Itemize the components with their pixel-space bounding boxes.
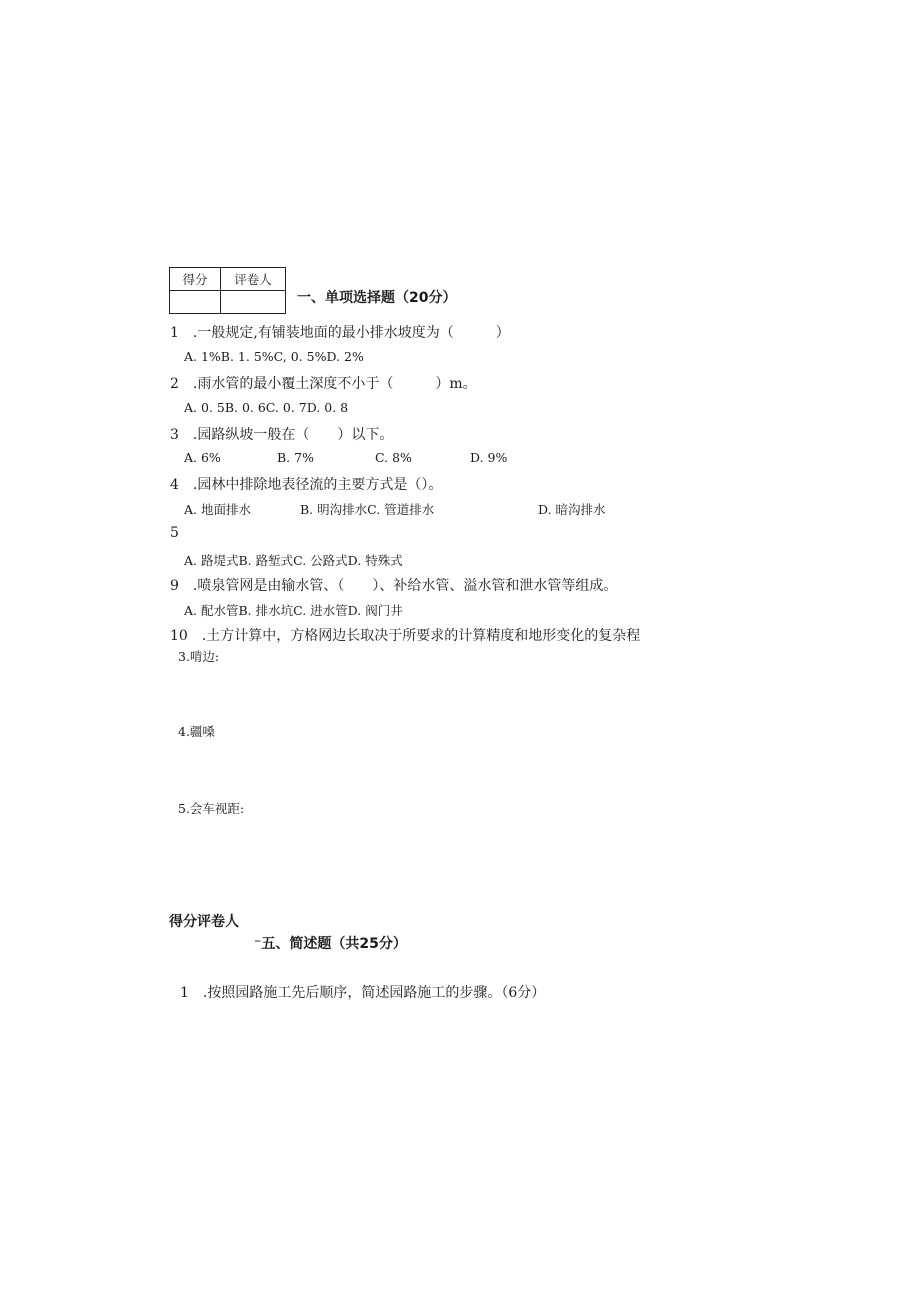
term-3: 3.啃边: bbox=[178, 649, 220, 664]
options-5: A. 路堤式B. 路堑式C. 公路式D. 特殊式 bbox=[184, 553, 403, 568]
question-3: 3 .园路纵坡一般在（ ）以下。 bbox=[170, 427, 394, 443]
question-4: 4 .园林中排除地表径流的主要方式是（）。 bbox=[170, 477, 443, 493]
section5-title: ⁻五、简述题（共25分） bbox=[254, 936, 407, 952]
question-9: 9 .喷泉管网是由输水管、（ ）、补给水管、溢水管和泄水管等组成。 bbox=[170, 578, 618, 594]
score-table bbox=[169, 267, 286, 314]
options-9: A. 配水管B. 排水坑C. 进水管D. 阀门井 bbox=[184, 603, 403, 618]
score-header: 得分 bbox=[170, 268, 221, 291]
question-2: 2 .雨水管的最小覆土深度不小于（ ）m。 bbox=[170, 376, 477, 392]
score-cell[interactable] bbox=[170, 291, 221, 314]
grader-header: 评卷人 bbox=[221, 268, 286, 291]
section1-title: 一、单项选择题（20分） bbox=[297, 290, 457, 306]
option-3d: D. 9% bbox=[470, 450, 508, 465]
term-5: 5.会车视距: bbox=[178, 801, 245, 816]
option-4bc: B. 明沟排水C. 管道排水 bbox=[300, 502, 435, 517]
options-1: A. 1%B. 1. 5%C, 0. 5%D. 2% bbox=[184, 349, 364, 364]
question-1: 1 .一般规定,有铺装地面的最小排水坡度为（ ） bbox=[170, 325, 510, 341]
option-3b: B. 7% bbox=[277, 450, 314, 465]
question-10: 10 .土方计算中，方格网边长取决于所要求的计算精度和地形变化的复杂程 bbox=[170, 628, 641, 644]
option-4d: D. 暗沟排水 bbox=[538, 502, 606, 517]
option-3c: C. 8% bbox=[375, 450, 412, 465]
option-3a: A. 6% bbox=[184, 450, 221, 465]
section5-grader-label: 得分评卷人 bbox=[169, 914, 239, 930]
term-4: 4.疆嗓 bbox=[178, 724, 215, 739]
options-2: A. 0. 5B. 0. 6C. 0. 7D. 0. 8 bbox=[184, 400, 349, 415]
section5-question-1: 1 .按照园路施工先后顺序，简述园路施工的步骤。（6分） bbox=[180, 985, 546, 1001]
question-5: 5 bbox=[170, 525, 179, 541]
option-4a: A. 地面排水 bbox=[184, 502, 251, 517]
grader-cell[interactable] bbox=[221, 291, 286, 314]
